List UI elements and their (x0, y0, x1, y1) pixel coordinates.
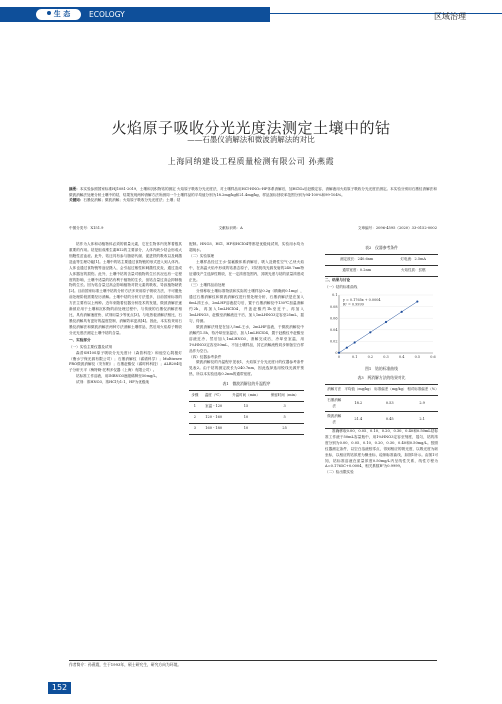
table-cell: 21.4 (343, 412, 373, 429)
table-header: 步骤 (189, 391, 201, 402)
subsection-heading: （三）土壤样品前处理 (189, 283, 225, 288)
classification-line (69, 226, 437, 232)
category-label: 区域治理 (434, 12, 466, 21)
table-header: 消解方法 (325, 385, 343, 396)
section-badge (36, 9, 81, 20)
table-cell: 25 (265, 423, 304, 434)
subsection-heading: （二）实验原理 (189, 253, 215, 258)
subsection-heading: （四）仪器参考条件 (189, 354, 222, 359)
paragraph: 微波消解法则是在加入5mL王水，2mLHF溶液，于微波消解仪中消解约1.5h，待冷却至室温后，加入1mLHClO4，置于赶酸仪中赶酸至溶液近冷，然后加入1mLHNO3，消解完成后，冷却至室温，用1%HNO3定容至50mL，不加土壤样品，其它消解流程同步制备空白样品作为空白。 (189, 324, 304, 353)
table-cell: 2.9 (406, 395, 438, 412)
table-cell: 18.2 (343, 395, 373, 412)
fit-equation: y = 0.1765x + 0.0004 (343, 297, 381, 302)
paragraph: 微波消解仪的升温程序见表1，火焰原子分光光度计的仪器参考条件见表2。由于钴的测定波长为240.7nm，因此选择选用锐线光源并预热，所以本实验选取0.2nm的通带宽度。 (189, 360, 304, 377)
table-header: 升温时间（min） (227, 391, 266, 402)
column-1 (69, 242, 182, 386)
x-tick-label: 0 (337, 354, 341, 359)
r-squared: R² = 0.9999 (343, 302, 364, 307)
author-note: 作者简介：孙燕霞，生于1993年，硕士研究生，研究方向为环境。 (69, 662, 182, 667)
subsection-heading: （一）实验主要仪器及试剂 (69, 344, 113, 349)
table-cell: 0.45 (373, 412, 406, 429)
table-cell: 10 (227, 423, 266, 434)
x-tick-label: 0.2 (367, 354, 374, 359)
footer-rule (69, 660, 437, 661)
y-tick-label: 0.1 (332, 292, 338, 297)
paragraph: 试剂：浓HNO3、浓HCl为1:1，HF为优级纯 (76, 380, 150, 385)
table-header-row (325, 385, 438, 396)
clc-number: 中图分类号：X151.9 (69, 226, 104, 230)
header-rule (270, 13, 502, 14)
paragraph: 钴标准工作溶液，用INBNO3逐级稀释至50mg/L。 (76, 374, 160, 379)
data-point (338, 351, 340, 353)
table-cell: 1 (189, 402, 201, 413)
table-row (325, 412, 438, 429)
column-3 (325, 242, 438, 476)
data-point (346, 346, 348, 348)
data-point (385, 321, 387, 323)
table2 (325, 254, 438, 277)
abstract-label: 摘要： (69, 187, 80, 191)
keywords-text: 石墨仪消解；微波消解；火焰原子吸收分光光度法；土壤；钴 (83, 198, 181, 203)
abstract-body (69, 187, 437, 198)
x-tick-label: 0.6 (430, 354, 436, 359)
section-cn: 生 态 (53, 10, 71, 18)
figure-caption: 图1 钴的标准曲线 (365, 365, 398, 371)
table-header: 平均值（mg/kg） (343, 385, 373, 396)
x-tick-label: 0.1 (351, 354, 358, 359)
calibration-chart (325, 291, 438, 363)
table-cell: 2 (189, 412, 201, 423)
x-tick-label: 0.3 (383, 354, 389, 359)
abstract (69, 187, 437, 204)
data-point (401, 310, 403, 312)
table-cell: 0.53 (373, 395, 406, 412)
table-cell: 灯电流：2.5mA (388, 255, 438, 266)
table2-caption: 表2 仪器参考条件 (365, 245, 398, 250)
y-tick-label: 0.06 (329, 316, 338, 321)
paragraph: 森普SH10S原子吸收分光光度计（森普科技）和他空心阴极灯（衡水宁保光源有限公司）；石墨消解仪（睿谱科学）；Multiwave PRO微波消解仪（安东帕）；石墨赶酸仪（睿时科科技）；ALB204电子分析天平（梅特勒-托利多仪器（上海）有限公司）。 (69, 350, 182, 373)
table-cell: 160 - 180 (201, 423, 227, 434)
table-cell: 2.1 (406, 412, 438, 429)
table3-caption: 表3 两消解方法的结果对比 (357, 374, 406, 380)
keywords (69, 198, 437, 204)
paragraph: 分别称取土壤标准物质和实际的土壤样品0.2g（精确到0.1mg），通过石墨消解仪和微波消解仪进行预处理分析，石墨消解法是在加入6mL浓王水，2mLHF溶液混匀后，置于石墨消解仪中130℃加温消解约2h，再加入1mLHClO4，并盖赶酸约1h至近干，再加入1mLHNO3，赶酸至消解液近干后，加入1mLHNO3定容至25mL，摇匀，待测。 (189, 289, 304, 323)
table-cell: 10 (227, 412, 266, 423)
y-tick-label: 0.02 (329, 339, 338, 344)
table-row (189, 412, 304, 423)
bullet-icon (47, 11, 51, 15)
y-tick-label: 0.08 (329, 304, 338, 309)
page-number: 152 (48, 682, 71, 694)
y-tick-label: 0 (335, 350, 338, 355)
table-row (189, 402, 304, 413)
table-row (189, 423, 304, 434)
data-point (354, 341, 356, 343)
fit-line (339, 301, 417, 352)
section-en: ECOLOGY (89, 10, 125, 19)
author-affiliation: 上海同纳建设工程质量检测有限公司 孙燕霞 (167, 157, 335, 166)
table-cell: 石墨消解法 (325, 395, 343, 412)
article-number: 文章编号：2096-4595（2020）33-0152-0002 (357, 226, 437, 230)
subsection-heading: （二）检出限实验 (325, 470, 354, 475)
data-point (416, 300, 418, 302)
table-row (325, 395, 438, 412)
page-header (0, 7, 502, 29)
table-cell: 5 (265, 412, 304, 423)
table-header-row (189, 391, 304, 402)
paragraph: 土壤样品经过王水-氢氟酸体系消解后，吸入及燃性空气-乙炔火焰中，在高温火焰中形成的钴基态原子，对钴锐线光源发射的240.7nm特征谱线产生选择性吸收，在一定浓度范围内，其吸光度与钴的质量浓度成正比。 (189, 259, 304, 282)
data-point (369, 331, 371, 333)
table1-caption: 表1 微波消解仪的升温程序 (222, 381, 271, 387)
x-tick-label: 0.5 (414, 354, 421, 359)
abstract-text: 本实验参照国家标准HJ1081-2019，土壤和沉积物钴的测定 火焰原子吸收分光光度法，对土壤样品用HCl-HNO₃-HF体系消解后，加HClO₄后赶酸定容，消解液用火焰原子吸收分光光度法测定。本实验分别用石墨仪消解法和微波消解法处理分析土壤中的钴，结果发现两种消解方法所测同一个土壤样品的平均值分别为18.2mg/kg和21.4mg/kg，样品加标回收率范围分别为94-100%和99-104%。 (69, 187, 437, 197)
table1 (189, 390, 304, 434)
table-cell: 火焰性质：贫燃 (388, 266, 438, 277)
section-heading: 一、实验部分 (69, 337, 91, 342)
table-header: 相对标准偏差（%） (406, 385, 438, 396)
section-heading: 二、结果与讨论 (325, 277, 351, 282)
table-cell: 120 - 160 (201, 412, 227, 423)
table-header: 标准偏差（mg/kg） (373, 385, 406, 396)
paper-subtitle: ——石墨仪消解法和微波消解法的对比 (187, 135, 315, 144)
table-cell: 15 (227, 402, 266, 413)
table-cell: 通带宽度：0.2nm (325, 266, 388, 277)
table-cell: 室温 - 120 (201, 402, 227, 413)
table-cell: 3 (265, 402, 304, 413)
table-header: 保留时间（min） (265, 391, 304, 402)
subsection-heading: （一）钴的标准曲线 (325, 284, 358, 289)
paragraph: 配制。HNO3、HCl、HF和HClO4等都是优级纯试剂，实验用水均为超纯水。 (189, 242, 304, 252)
table-cell: 微波消解法 (325, 412, 343, 429)
column-2 (189, 242, 304, 435)
table-header: 温度（℃） (201, 391, 227, 402)
table-row (325, 266, 438, 277)
table-cell: 测定波长：240.6nm (325, 255, 388, 266)
table3 (325, 384, 438, 429)
paragraph: 钴作为人体和动植物体必须的微量元素，它在生物体内发挥着极其重要的作用。钴是组成维生素B12的主要部分，人体内缺少钴会形成大细胞性贫血症。此外，钴还具有参与脂肪代谢、促进铁的吸收以及刺激造血等生理功能[1]。土壤中的钴主要通过食物链的形式进入到人体内。人体也通过食物链等途径摄入，会引起过敏性和刺激性皮炎，通过造成人体器官的损伤。此外，土壤中钴的含量对植物的生长状况也有一定程度的影响，土壤中适量的钴有利于植物的生长，但钴含量过高会抑制植物的生长。因为钴含量过高会影响植物对铁元素的吸收，导致植物缺铁[2]。目前国家标准土壤中钴的分析方法多采用原子吸收方法，不可避免前处理阶段需要经历消解。土壤中钴的分析方法很多，目前国家标准的方法主要有以上两种。近年来随着仪器分析技术的发展，微波消解法逐渐被应用于土壤和沉积物的前处理过程中，与传统的石墨仪消解法相比，具有消解速度快、试剂用量少等优点[3]。与电热板消解法相比，石墨仪消解具有更好的温度控制，消解效率更高[4]。因此，本实验采用石墨仪消解法和微波消解法两种方法消解土壤样品，然后用火焰原子吸收分光光度法测定土壤中钴的含量。 (69, 242, 182, 335)
paragraph: 准确移取0.00、0.05、0.10、0.20、0.30、0.40和0.50mL钴标准工作液于50mL容量瓶中，用1%HNO3定容至刻度，摇匀，钴的浓度分别为0.00、0.05、0.10、0.20、0.30、0.40和0.50mg/L。按照仪器测定条件，以空白溶液校零点，得到相应的吸光度，以吸光度为纵坐标，以相应的钴浓度为横坐标，绘制标准曲线，如图1所示。由图1可知，钴标准溶液在质量浓度0.50mg/L内呈线性关系，线性方程为A=0.1765C+0.0004，相关系数R²为0.9999。 (325, 428, 438, 469)
doc-code: 文献标识码：A (218, 226, 243, 230)
x-tick-label: 0.4 (398, 354, 405, 359)
paper-title: 火焰原子吸收分光光度法测定土壤中的钴 (111, 119, 391, 137)
y-tick-label: 0.04 (329, 327, 338, 332)
table-cell: 3 (189, 423, 201, 434)
keywords-label: 关键词： (69, 198, 84, 203)
table-row (325, 255, 438, 266)
